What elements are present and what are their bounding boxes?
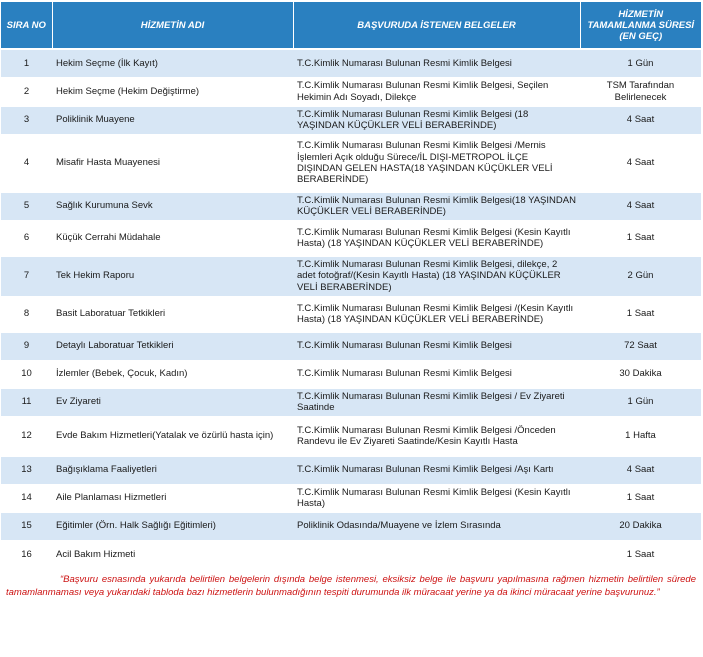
cell-hizmet-adi: Sağlık Kurumuna Sevk <box>52 192 293 220</box>
cell-hizmet-adi: Tek Hekim Raporu <box>52 256 293 296</box>
cell-tamamlanma-suresi: 4 Saat <box>580 192 701 220</box>
cell-istenen-belgeler: T.C.Kimlik Numarası Bulunan Resmi Kimlik Belgesi / Ev Ziyareti Saatinde <box>293 388 580 416</box>
cell-hizmet-adi: Acil Bakım Hizmeti <box>52 540 293 568</box>
cell-sira-no: 10 <box>1 360 52 388</box>
cell-sira-no: 16 <box>1 540 52 568</box>
cell-tamamlanma-suresi: TSM Tarafından Belirlenecek <box>580 77 701 106</box>
table-row <box>1 134 701 192</box>
cell-hizmet-adi: Detaylı Laboratuar Tetkikleri <box>52 332 293 360</box>
cell-istenen-belgeler: T.C.Kimlik Numarası Bulunan Resmi Kimlik Belgesi <box>293 49 580 77</box>
cell-istenen-belgeler <box>293 540 580 568</box>
cell-istenen-belgeler: T.C.Kimlik Numarası Bulunan Resmi Kimlik Belgesi (Kesin Kayıtlı Hasta) <box>293 484 580 512</box>
cell-hizmet-adi: Poliklinik Muayene <box>52 106 293 134</box>
cell-sira-no: 11 <box>1 388 52 416</box>
cell-hizmet-adi: Aile Planlaması Hizmetleri <box>52 484 293 512</box>
table-row <box>1 456 701 484</box>
table-row <box>1 540 701 568</box>
cell-tamamlanma-suresi: 4 Saat <box>580 456 701 484</box>
cell-sira-no: 9 <box>1 332 52 360</box>
cell-hizmet-adi: Küçük Cerrahi Müdahale <box>52 220 293 256</box>
cell-sira-no: 1 <box>1 49 52 77</box>
service-standards-table <box>1 2 701 568</box>
cell-sira-no: 3 <box>1 106 52 134</box>
header-sira-no: SIRA NO <box>1 2 52 49</box>
cell-tamamlanma-suresi: 30 Dakika <box>580 360 701 388</box>
table-row <box>1 77 701 106</box>
cell-sira-no: 12 <box>1 416 52 456</box>
cell-tamamlanma-suresi: 1 Gün <box>580 388 701 416</box>
cell-istenen-belgeler: T.C.Kimlik Numarası Bulunan Resmi Kimlik Belgesi(18 YAŞINDAN KÜÇÜKLER VELİ BERABERİNDE) <box>293 192 580 220</box>
header-tamamlanma-suresi: HİZMETİN TAMAMLANMA SÜRESİ (EN GEÇ) <box>580 2 701 49</box>
cell-tamamlanma-suresi: 1 Saat <box>580 484 701 512</box>
cell-hizmet-adi: Hekim Seçme (İlk Kayıt) <box>52 49 293 77</box>
cell-istenen-belgeler: T.C.Kimlik Numarası Bulunan Resmi Kimlik Belgesi <box>293 332 580 360</box>
cell-istenen-belgeler: T.C.Kimlik Numarası Bulunan Resmi Kimlik Belgesi /(Kesin Kayıtlı Hasta) (18 YAŞINDAN KÜÇÜKLER VELİ BERABERİNDE) <box>293 296 580 332</box>
cell-tamamlanma-suresi: 1 Gün <box>580 49 701 77</box>
table-row <box>1 49 701 77</box>
cell-sira-no: 8 <box>1 296 52 332</box>
cell-istenen-belgeler: Poliklinik Odasında/Muayene ve İzlem Sırasında <box>293 512 580 540</box>
cell-sira-no: 4 <box>1 134 52 192</box>
cell-hizmet-adi: Bağışıklama Faaliyetleri <box>52 456 293 484</box>
header-hizmetin-adi: HİZMETİN ADI <box>52 2 293 49</box>
cell-istenen-belgeler: T.C.Kimlik Numarası Bulunan Resmi Kimlik Belgesi (18 YAŞINDAN KÜÇÜKLER VELİ BERABERİNDE) <box>293 106 580 134</box>
cell-istenen-belgeler: T.C.Kimlik Numarası Bulunan Resmi Kimlik Belgesi (Kesin Kayıtlı Hasta) (18 YAŞINDAN KÜÇÜKLER VELİ BERABERİNDE) <box>293 220 580 256</box>
cell-tamamlanma-suresi: 1 Saat <box>580 220 701 256</box>
cell-istenen-belgeler: T.C.Kimlik Numarası Bulunan Resmi Kimlik Belgesi /Önceden Randevu ile Ev Ziyareti Saatinde/Kesin Kayıtlı Hasta <box>293 416 580 456</box>
table-header <box>1 2 701 49</box>
cell-hizmet-adi: Eğitimler (Örn. Halk Sağlığı Eğitimleri) <box>52 512 293 540</box>
table-row <box>1 416 701 456</box>
cell-hizmet-adi: İzlemler (Bebek, Çocuk, Kadın) <box>52 360 293 388</box>
cell-hizmet-adi: Misafir Hasta Muayenesi <box>52 134 293 192</box>
cell-hizmet-adi: Hekim Seçme (Hekim Değiştirme) <box>52 77 293 106</box>
cell-istenen-belgeler: T.C.Kimlik Numarası Bulunan Resmi Kimlik Belgesi, Seçilen Hekimin Adı Soyadı, Dilekçe <box>293 77 580 106</box>
cell-tamamlanma-suresi: 72 Saat <box>580 332 701 360</box>
cell-sira-no: 14 <box>1 484 52 512</box>
cell-istenen-belgeler: T.C.Kimlik Numarası Bulunan Resmi Kimlik Belgesi <box>293 360 580 388</box>
cell-tamamlanma-suresi: 4 Saat <box>580 134 701 192</box>
cell-tamamlanma-suresi: 1 Saat <box>580 540 701 568</box>
cell-hizmet-adi: Evde Bakım Hizmetleri(Yatalak ve özürlü hasta için) <box>52 416 293 456</box>
cell-istenen-belgeler: T.C.Kimlik Numarası Bulunan Resmi Kimlik Belgesi /Aşı Kartı <box>293 456 580 484</box>
cell-sira-no: 13 <box>1 456 52 484</box>
table-row <box>1 192 701 220</box>
cell-sira-no: 5 <box>1 192 52 220</box>
table-row <box>1 106 701 134</box>
cell-sira-no: 2 <box>1 77 52 106</box>
table-row <box>1 484 701 512</box>
cell-istenen-belgeler: T.C.Kimlik Numarası Bulunan Resmi Kimlik Belgesi /Mernis İşlemleri Açık olduğu Sürece/İL DIŞI-METROPOL İLÇE DIŞINDAN GELEN HASTA(18 YAŞINDAN KÜÇÜKLER VELİ BERABERİNDE) <box>293 134 580 192</box>
cell-hizmet-adi: Ev Ziyareti <box>52 388 293 416</box>
table-row <box>1 332 701 360</box>
table-row <box>1 256 701 296</box>
cell-tamamlanma-suresi: 1 Hafta <box>580 416 701 456</box>
cell-hizmet-adi: Basit Laboratuar Tetkikleri <box>52 296 293 332</box>
cell-tamamlanma-suresi: 1 Saat <box>580 296 701 332</box>
cell-sira-no: 15 <box>1 512 52 540</box>
table-row <box>1 220 701 256</box>
cell-tamamlanma-suresi: 4 Saat <box>580 106 701 134</box>
cell-sira-no: 7 <box>1 256 52 296</box>
header-istenen-belgeler: BAŞVURUDA İSTENEN BELGELER <box>293 2 580 49</box>
complaint-note: “Başvuru esnasında yukarıda belirtilen belgelerin dışında belge istenmesi, eksiksiz belge ile başvuru yapılmasına rağmen hizmetin belirtilen sürede tamamlanmaması veya yukarıdaki tabloda bazı hizmetlerin bulunmadığının tespiti durumunda ilk müracaat yerine ya da ikinci müracaat yerine başvurunuz.” <box>6 574 696 598</box>
table-row <box>1 512 701 540</box>
cell-tamamlanma-suresi: 20 Dakika <box>580 512 701 540</box>
table-row <box>1 360 701 388</box>
header-row <box>1 2 701 49</box>
table-row <box>1 388 701 416</box>
table-body <box>1 49 701 568</box>
table-row <box>1 296 701 332</box>
cell-istenen-belgeler: T.C.Kimlik Numarası Bulunan Resmi Kimlik Belgesi, dilekçe, 2 adet fotoğraf/(Kesin Kayıtlı Hasta) (18 YAŞINDAN KÜÇÜKLER VELİ BERABERİNDE) <box>293 256 580 296</box>
cell-tamamlanma-suresi: 2 Gün <box>580 256 701 296</box>
cell-sira-no: 6 <box>1 220 52 256</box>
